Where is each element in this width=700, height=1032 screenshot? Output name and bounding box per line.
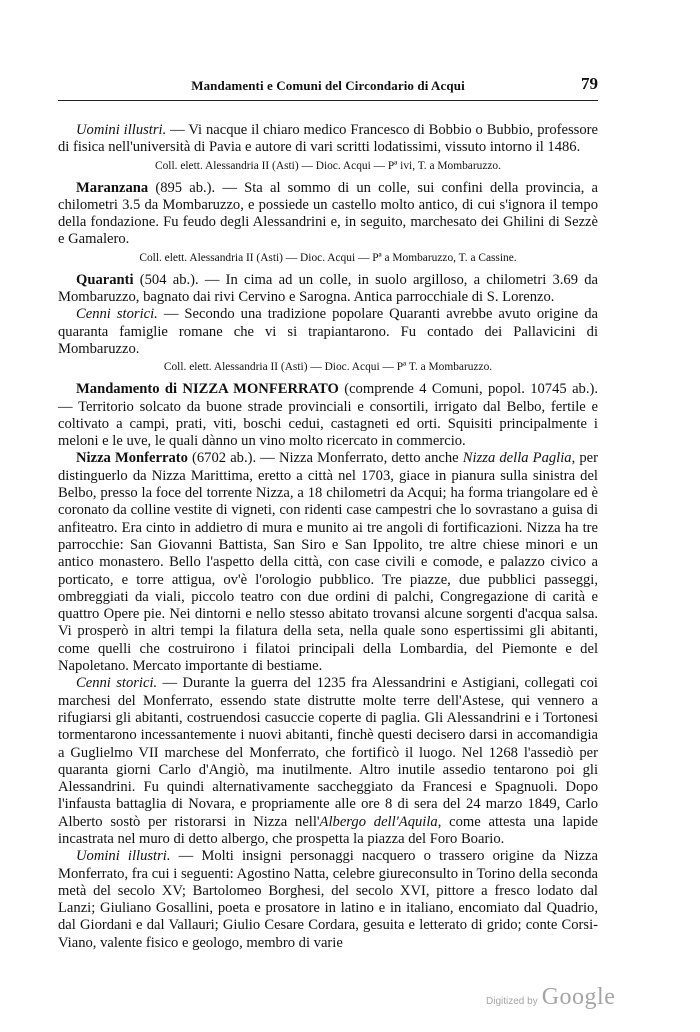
running-header <box>58 74 598 101</box>
paragraph-text: — Molti insigni personaggi nacquero o trassero origine da Nizza Monferrato, fra cui i seguenti: Agostino Natta, celebre giureconsulto in Torino della seconda metà del secolo XV; Bartolomeo Borghesi, del secolo XVI, pittore a fresco lodato dal Lanzi; Giuliano Gosallini, poeta e prosatore in latino e in italiano, encomiato dal Quadrio, dal Giordani e dal Vallauri; Giulio Cesare Cordara, gesuita e letterato di grido; conte Corsi-Viano, valente fisico e geologo, membro di varie <box>58 848 598 951</box>
entry-heading: Quaranti <box>76 271 134 288</box>
digitized-by-label: Digitized by <box>486 996 538 1007</box>
paragraph-nizza-monferrato <box>58 450 598 675</box>
paragraph-uomini-illustri-bubbio <box>58 122 598 157</box>
section-lead: Uomini illustri. <box>76 848 171 865</box>
paragraph-quaranti-history <box>58 306 598 358</box>
paragraph-maranzana <box>58 180 598 249</box>
running-head-title: Mandamenti e Comuni del Circondario di Acqui <box>191 78 465 93</box>
administrative-note: Coll. elett. Alessandria II (Asti) — Dioc. Acqui — Pª ivi, T. a Mombaruzzo. <box>155 159 501 172</box>
paragraph-nizza-uomini-illustri <box>58 848 598 952</box>
paragraph-text: (6702 ab.). — Nizza Monferrato, detto anche <box>187 450 463 467</box>
paragraph-text: (895 ab.). — Sta al sommo di un colle, sui confini della provincia, a chilometri 3.5 da Mombaruzzo, e possiede un castello molto antico, di cui s'ignora il tempo della fondazione. Fu feudo degli Alessandrini e, in seguito, marchesato dei Ghilini di Sezzè e Gamalero. <box>58 179 598 248</box>
paragraph-mandamento-nizza <box>58 381 598 450</box>
paragraph-quaranti <box>58 272 598 307</box>
paragraph-text-tail: , come attesta una lapide incastrata nel muro di detto albergo, che prospetta la piazza del Foro Boario. <box>58 813 598 847</box>
entry-heading: Nizza Monferrato <box>76 450 188 467</box>
section-lead: Cenni storici. <box>76 306 158 323</box>
page-number: 79 <box>581 74 598 93</box>
page-body <box>58 122 598 952</box>
administrative-note: Coll. elett. Alessandria II (Asti) — Dioc. Acqui — Pª a Mombaruzzo, T. a Cassine. <box>139 251 517 264</box>
entry-heading: Maranzana <box>76 179 149 196</box>
section-lead: Cenni storici. <box>76 675 158 692</box>
paragraph-text: — Secondo una tradizione popolare Quaranti avrebbe avuto origine da quaranta famiglie romane che vi si trapiantarono. Fu contado dei Pallavicini di Mombaruzzo. <box>58 306 598 357</box>
digitized-watermark <box>486 984 615 1011</box>
paragraph-text: (504 ab.). — In cima ad un colle, in suolo argilloso, a chilometri 3.69 da Mombaruzzo, bagnato dai rivi Cervino e Sarogna. Antica parrocchiale di S. Lorenzo. <box>58 271 598 306</box>
paragraph-text: (comprende 4 Comuni, popol. 10745 ab.). — Territorio solcato da buone strade provinciali e consortili, irrigato dal Belbo, fertile e coltivato a campi, prati, viti, boschi cedui, castagneti ed orti. Squisiti principalmente i meloni e le uve, le quali dànno un vino molto ricercato in commercio. <box>58 381 598 450</box>
paragraph-nizza-history <box>58 675 598 848</box>
paragraph-text: — Durante la guerra del 1235 fra Alessandrini e Astigiani, collegati coi marchesi del Monferrato, essendo state distrutte molte terre dell'Astese, qui vennero a rifugiarsi gli abitanti, costruendosi casuccie coperte di paglia. Gli Alessandrini e i Tortonesi tormentarono incessantemente i nuovi abitanti, finchè questi decisero darsi in accomandigia a Guglielmo VII marchese del Monferrato, che fortificò il luogo. Nel 1268 l'assediò per quaranta giorni Carlo d'Angiò, ma inutilmente. Altro inutile assedio tentarono poi gli Alessandrini. Fu quindi alternativamente saccheggiato da Francesi e Spagnuoli. Dopo l'infausta battaglia di Novara, e propriamente alle ore 8 di sera del 24 marzo 1849, Carlo Alberto sostò per ristorarsi in Nizza nell' <box>58 675 598 830</box>
administrative-note: Coll. elett. Alessandria II (Asti) — Dioc. Acqui — Pª T. a Mombaruzzo. <box>163 361 493 374</box>
paragraph-emphasis: Nizza della Paglia <box>462 450 572 467</box>
paragraph-text: — Vi nacque il chiaro medico Francesco di Bobbio o Bubbio, professore di fisica nell'università di Pavia e autore di vari scritti lodatissimi, vissuto intorno il 1486. <box>58 122 598 156</box>
google-logo: Google <box>541 984 616 1010</box>
paragraph-emphasis: Albergo dell'Aquila <box>319 813 438 830</box>
entry-heading: Mandamento di NIZZA MONFERRATO <box>76 381 339 398</box>
paragraph-text-tail: , per distinguerlo da Nizza Marittima, eretto a città nel 1703, giace in pianura sulla sinistra del Belbo, presso la foce del torrente Nizza, a 18 chilometri da Acqui; ha forma triangolare ed è coronato da colline vestite di vigneti, con ridenti case campestri che lo sovrastano a guisa di anfiteatro. Era cinto in addietro di mura e munito ai tre angoli di fortificazioni. Nizza ha tre parrocchie: San Giovanni Battista, San Siro e San Ippolito, tre altre chiese minori e un antico monastero. Bello l'aspetto della città, con case civili e comode, e palazzo civico a porticato, e torre attigua, ov'è l'orologio pubblico. Tre piazze, due pubblici passeggi, ombreggiati da viali, piccolo teatro con due ordini di palchi, Congregazione di carità e quattro Opere pie. Nei dintorni e nello stesso abitato trovansi alcune sorgenti d'acqua salsa. Vi prosperò in altri tempi la filatura della seta, nella quale sono espertissimi gli abitanti, come quelli che costruirono i filatoi principali della Lombardia, del Piemonte e del Napoletano. Mercato importante di bestiame. <box>58 450 598 675</box>
section-lead: Uomini illustri. <box>76 122 167 138</box>
